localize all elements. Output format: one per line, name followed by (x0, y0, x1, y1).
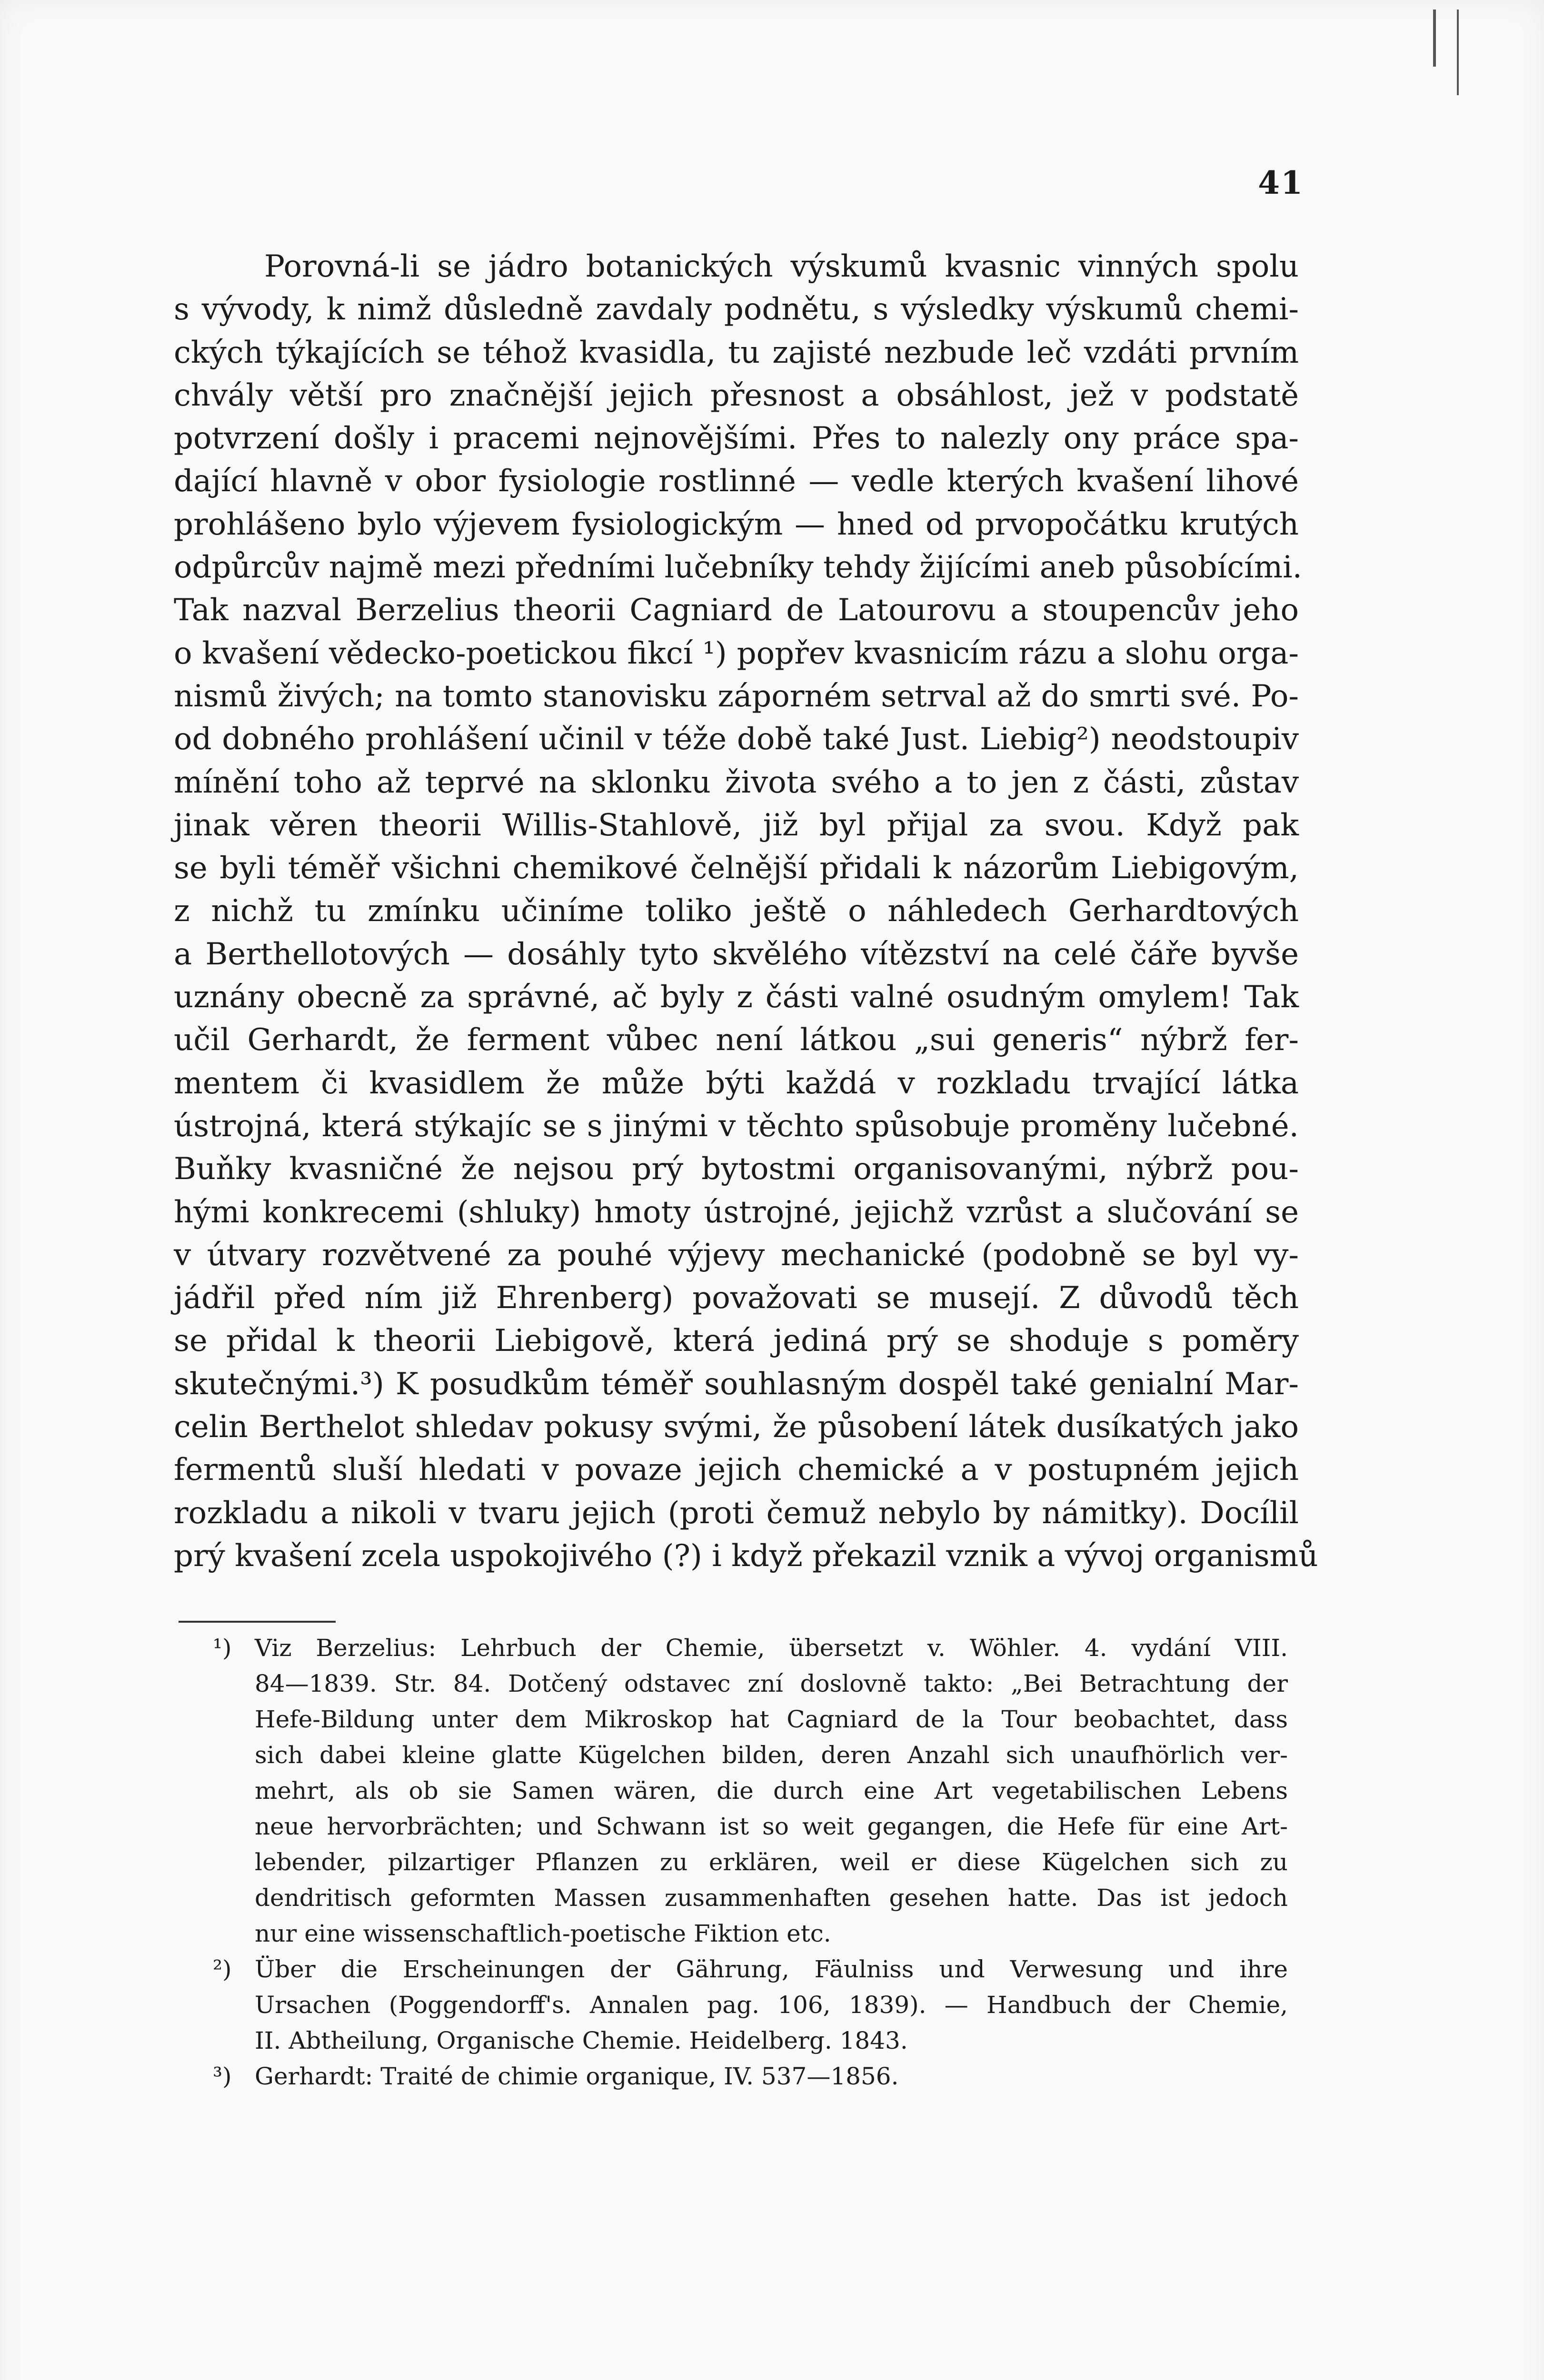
text-line: rozkladu a nikoli v tvaru jejich (proti čemuž nebylo by námitky). Docílil (174, 1495, 1299, 1531)
text-line: jinak věren theorii Willis-Stahlově, již byl přijal za svou. Když pak (174, 807, 1299, 843)
scan-edge-mark (1433, 10, 1436, 67)
text-line: prohlášeno bylo výjevem fysiologickým — hned od prvopočátku krutých (174, 506, 1299, 542)
footnote-line: Viz Berzelius: Lehrbuch der Chemie, übersetzt v. Wöhler. 4. vydání VIII. (255, 1634, 1288, 1662)
footnote-line: Ursachen (Poggendorff's. Annalen pag. 106, 1839). — Handbuch der Chemie, (255, 1991, 1288, 2019)
text-line: se přidal k theorii Liebigově, která jediná prý se shoduje s poměry (174, 1323, 1299, 1359)
text-line: z nichž tu zmínku učiníme toliko ještě o náhledech Gerhardtových (174, 893, 1299, 929)
footnote-line: II. Abtheilung, Organische Chemie. Heidelberg. 1843. (255, 2027, 908, 2054)
text-line: Tak nazval Berzelius theorii Cagniard de Latourovu a stoupencův jeho (174, 593, 1299, 628)
text-line: se byli téměř všichni chemikové čelnější přidali k názorům Liebigovým, (174, 851, 1299, 886)
main-text (174, 245, 1318, 1577)
footnote-marker: ¹) (213, 1634, 232, 1662)
text-line: jádřil před ním již Ehrenberg) považovati se musejí. Z důvodů těch (174, 1280, 1299, 1316)
text-line: o kvašení vědecko-poetickou fikcí ¹) popřev kvasnicím rázu a slohu orga- (174, 635, 1299, 671)
text-line: hými konkrecemi (shluky) hmoty ústrojné, jejichž vzrůst a slučování se (174, 1194, 1299, 1230)
footnote-marker: ²) (213, 1955, 232, 1983)
text-line: a Berthellotových — dosáhly tyto skvělého vítězství na celé čáře byvše (174, 936, 1299, 972)
footnote-line: Gerhardt: Traité de chimie organique, IV. 537—1856. (255, 2063, 899, 2090)
text-line: mínění toho až teprvé na sklonku života svého a to jen z části, zůstav (174, 764, 1299, 800)
scan-edge-mark (1457, 10, 1459, 95)
text-line: s vývody, k nimž důsledně zavdaly podnětu, s výsledky výskumů chemi- (174, 292, 1299, 327)
footnote-line: Über die Erscheinungen der Gährung, Fäulniss und Verwesung und ihre (255, 1955, 1288, 1983)
text-line: dající hlavně v obor fysiologie rostlinné — vedle kterých kvašení lihové (174, 464, 1299, 499)
text-line: ckých týkajících se téhož kvasidla, tu zajisté nezbude leč vzdáti prvním (174, 335, 1299, 370)
text-line: nismů živých; na tomto stanovisku záporném setrval až do smrti své. Po- (174, 678, 1299, 714)
text-line: od dobného prohlášení učinil v téže době také Just. Liebig²) neodstoupiv (174, 722, 1299, 757)
footnote (179, 1630, 1288, 1952)
footnote-line: sich dabei kleine glatte Kügelchen bilden, deren Anzahl sich unaufhörlich ver- (255, 1741, 1288, 1769)
footnote-marker: ³) (213, 2063, 232, 2090)
footnote (179, 1952, 1288, 2059)
footnote-divider (179, 1621, 336, 1623)
footnote-line: mehrt, als ob sie Samen wären, die durch eine Art vegetabilischen Lebens (255, 1777, 1288, 1805)
text-line: prý kvašení zcela uspokojivého (?) i když překazil vznik a vývoj organismů (174, 1538, 1318, 1574)
text-line: ústrojná, která stýkajíc se s jinými v těchto spůsobuje proměny lučebné. (174, 1108, 1299, 1144)
text-line: celin Berthelot shledav pokusy svými, že působení látek dusíkatých jako (174, 1409, 1299, 1445)
text-line: potvrzení došly i pracemi nejnovějšími. Přes to nalezly ony práce spa- (174, 421, 1299, 456)
text-line: Porovná-li se jádro botanických výskumů kvasnic vinných spolu (264, 249, 1299, 284)
footnote-line: nur eine wissenschaftlich-poetische Fiktion etc. (255, 1920, 831, 1947)
text-line: učil Gerhardt, že ferment vůbec není látkou „sui generis“ nýbrž fer- (174, 1022, 1299, 1058)
page-number: 41 (1258, 164, 1304, 201)
footnote-line: lebender, pilzartiger Pflanzen zu erklären, weil er diese Kügelchen sich zu (255, 1848, 1288, 1876)
footnote-line: dendritisch geformten Massen zusammenhaften gesehen hatte. Das ist jedoch (255, 1884, 1288, 1912)
text-line: uznány obecně za správné, ač byly z části valné osudným omylem! Tak (174, 980, 1299, 1015)
text-line: mentem či kvasidlem že může býti každá v rozkladu trvající látka (174, 1065, 1299, 1101)
text-line: chvály větší pro značnější jejich přesnost a obsáhlost, jež v podstatě (174, 377, 1299, 413)
text-line: v útvary rozvětvené za pouhé výjevy mechanické (podobně se byl vy- (174, 1237, 1299, 1273)
footnote-line: 84—1839. Str. 84. Dotčený odstavec zní doslovně takto: „Bei Betrachtung der (255, 1670, 1288, 1697)
text-line: Buňky kvasničné že nejsou prý bytostmi organisovanými, nýbrž pou- (174, 1151, 1299, 1187)
text-line: fermentů sluší hledati v povaze jejich chemické a v postupném jejich (174, 1452, 1299, 1488)
footnote-line: Hefe-Bildung unter dem Mikroskop hat Cagniard de la Tour beobachtet, dass (255, 1706, 1288, 1733)
text-line: odpůrcův najmě mezi předními lučebníky tehdy žijícími aneb působícími. (174, 550, 1302, 585)
footnote (179, 2059, 1288, 2094)
footnotes (179, 1630, 1288, 2094)
text-line: skutečnými.³) K posudkům téměř souhlasným dospěl také genialní Mar- (174, 1366, 1299, 1402)
footnote-line: neue hervorbrächten; und Schwann ist so weit gegangen, die Hefe für eine Art- (255, 1813, 1288, 1840)
